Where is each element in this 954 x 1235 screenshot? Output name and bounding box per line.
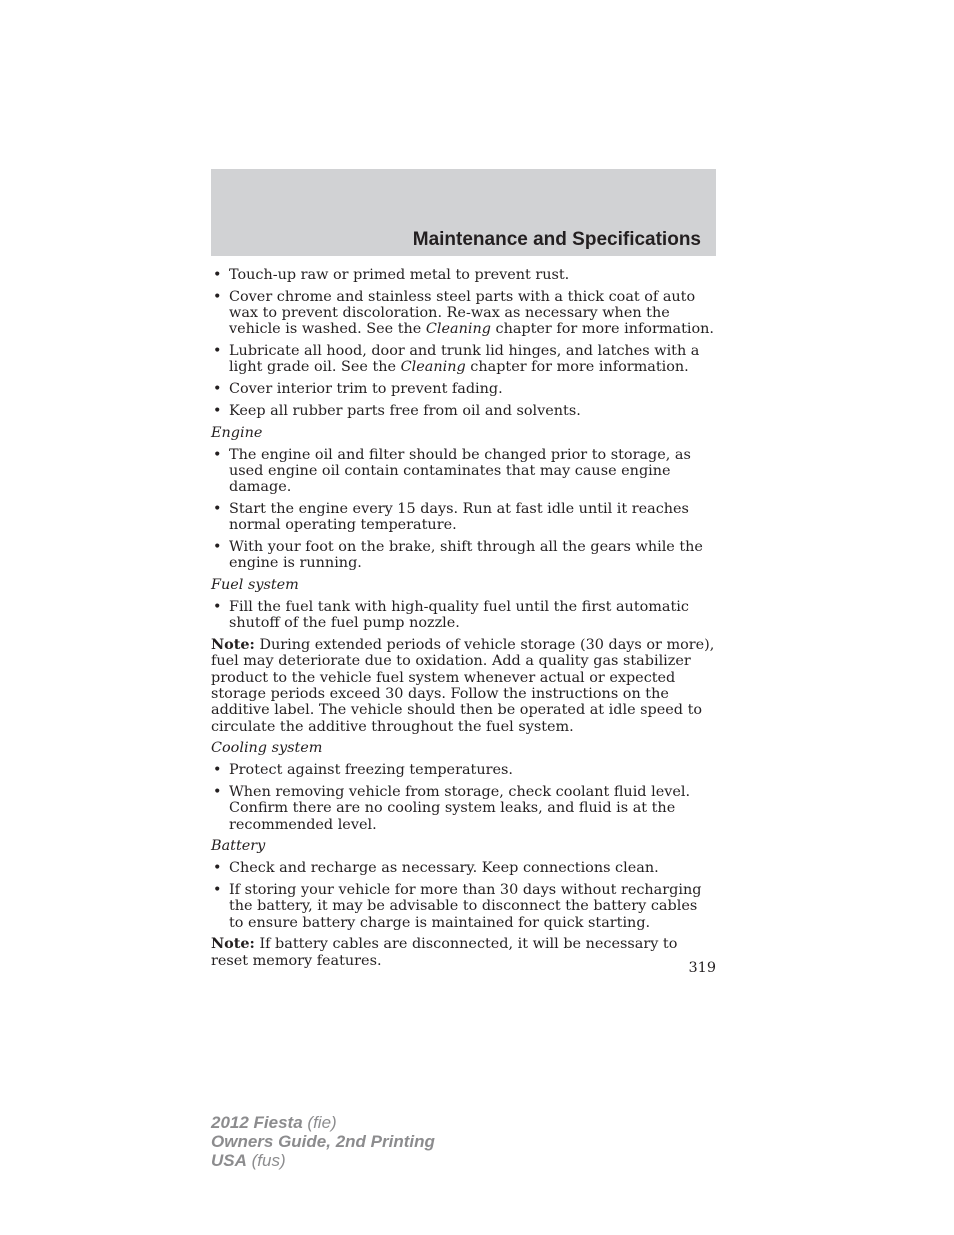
fuel-system-heading: Fuel system	[211, 577, 299, 594]
list-item: • Cover chrome and stainless steel parts with a thick coat of auto wax to prevent discoloration. Re-wax as necessary when the vehicle is washed. See the Cleaning chapter for more information.	[211, 289, 716, 338]
list-item: • Cover interior trim to prevent fading.	[211, 381, 716, 397]
section-title: Maintenance and Specifications	[412, 229, 701, 250]
list-item: • Protect against freezing temperatures.	[211, 762, 716, 778]
footer-model-line: 2012 Fiesta (fie)	[211, 1113, 337, 1132]
battery-bullets	[211, 860, 716, 931]
page-number: 319	[688, 960, 716, 976]
footer-market-line: USA (fus)	[211, 1151, 286, 1170]
list-item: • Start the engine every 15 days. Run at fast idle until it reaches normal operating temperature.	[211, 501, 716, 534]
footer-guide-line: Owners Guide, 2nd Printing	[211, 1132, 435, 1151]
cooling-bullets	[211, 762, 716, 833]
battery-note: Note: If battery cables are disconnected, it will be necessary to reset memory features.	[211, 935, 678, 969]
list-item: • If storing your vehicle for more than 30 days without recharging the battery, it may be advisable to disconnect the battery cables to ensure battery charge is maintained for quick starting.	[211, 882, 716, 931]
list-item: • With your foot on the brake, shift through all the gears while the engine is running.	[211, 539, 716, 572]
section-header-band	[211, 169, 716, 256]
note-label: Note:	[211, 636, 255, 654]
cooling-system-heading: Cooling system	[211, 740, 323, 757]
list-item: • Lubricate all hood, door and trunk lid hinges, and latches with a light grade oil. See the Cleaning chapter for more information.	[211, 343, 716, 376]
chapter-reference: Cleaning	[425, 321, 491, 338]
engine-bullets	[211, 447, 716, 572]
engine-heading: Engine	[211, 424, 263, 441]
battery-heading: Battery	[211, 838, 266, 855]
list-item: • Fill the fuel tank with high-quality fuel until the first automatic shutoff of the fuel pump nozzle.	[211, 599, 716, 632]
fuel-note: Note: During extended periods of vehicle storage (30 days or more), fuel may deteriorate due to oxidation. Add a quality gas stabilizer product to the vehicle fuel system whenever actual or expected storage periods exceed 30 days. Follow the instructions on the additive label. The vehicle should then be operated at idle speed to circulate the additive throughout the fuel system.	[211, 636, 715, 735]
storage-bullets	[211, 267, 716, 419]
list-item: • Touch-up raw or primed metal to prevent rust.	[211, 267, 716, 283]
note-label: Note:	[211, 935, 255, 953]
page-content	[211, 267, 716, 974]
list-item: • The engine oil and filter should be changed prior to storage, as used engine oil contain contaminates that may cause engine damage.	[211, 447, 716, 496]
chapter-reference: Cleaning	[400, 359, 466, 376]
list-item: • When removing vehicle from storage, check coolant fluid level. Confirm there are no cooling system leaks, and fluid is at the recommended level.	[211, 784, 716, 833]
list-item: • Check and recharge as necessary. Keep connections clean.	[211, 860, 716, 876]
list-item: • Keep all rubber parts free from oil and solvents.	[211, 403, 716, 419]
document-footer	[211, 1113, 435, 1170]
fuel-bullets	[211, 599, 716, 632]
